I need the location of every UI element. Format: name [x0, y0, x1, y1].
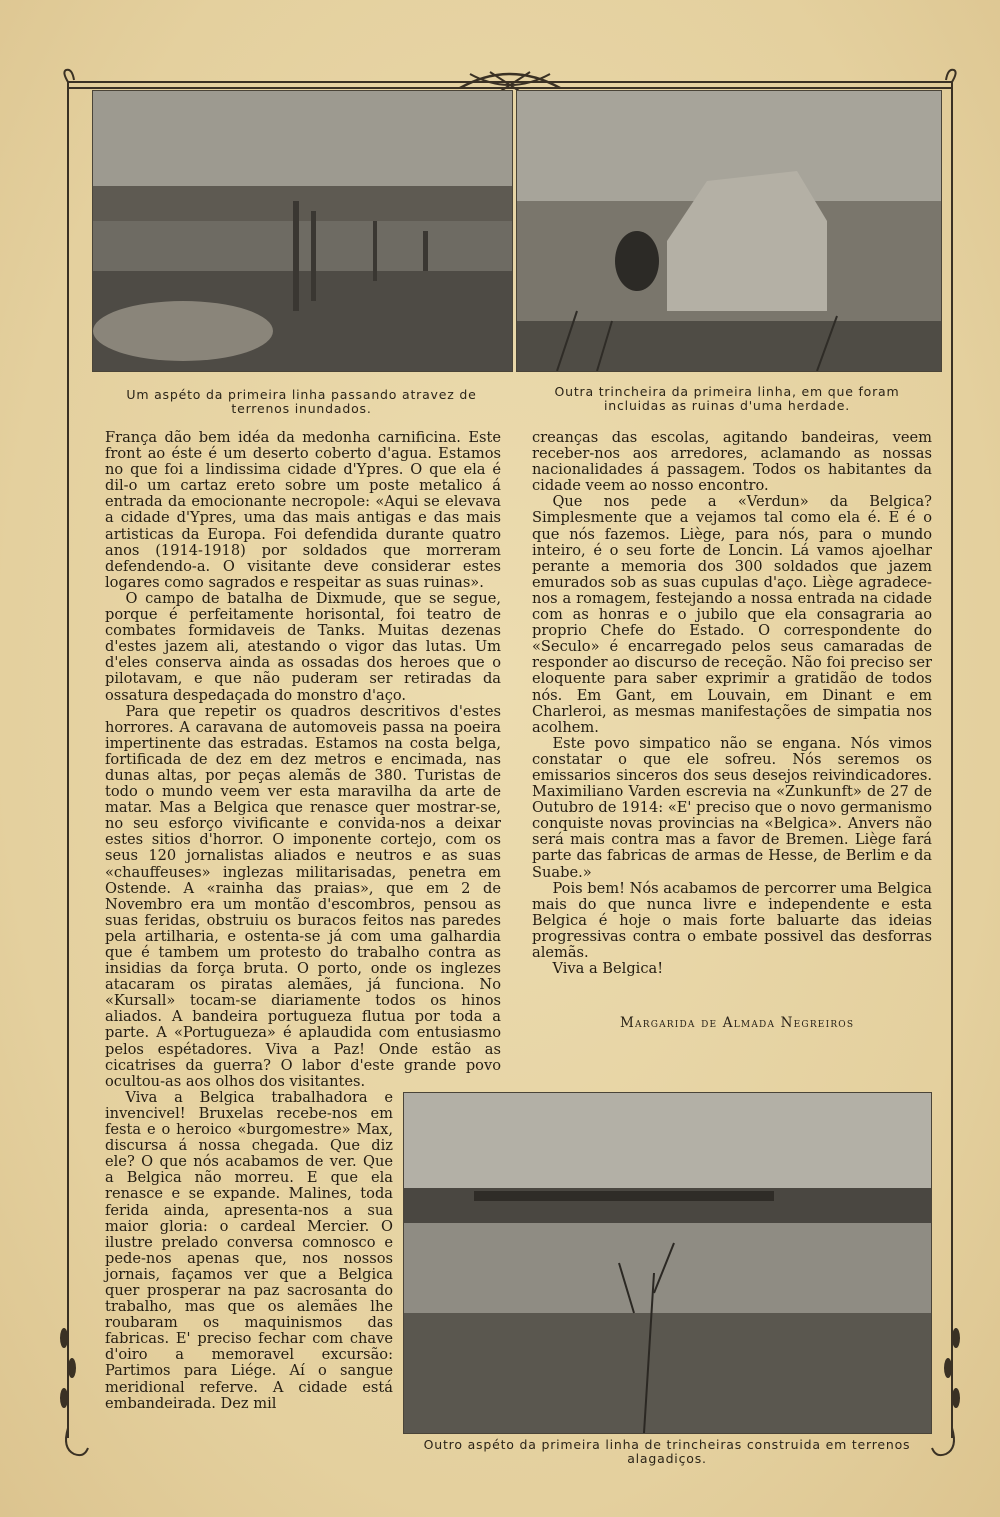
- right-paragraph-4: Pois bem! Nós acabamos de percorrer uma Belgica mais do que nunca livre e independente e esta Belgica é hoje o mais forte baluarte das ideias progressivas contra o embate possivel das desforras alemãs.: [532, 879, 932, 961]
- left-paragraph-1: França dão bem idéa da medonha carnificina. Este front ao éste é um deserto coberto d'agua. Estamos no que foi a lindissima cidade d'Ypres. O que ela é dil-o um cartaz ereto sobre um poste metalico á entrada da emocionante necropole: «Aqui se elevava a cidade d'Ypres, uma das mais antigas e das mais artisticas da Europa. Foi defendida durante quatro anos (1914-1918) por soldados que morreram defendendo-a. O visitante deve considerar estes logares como sagrados e respeitar as suas ruinas».: [105, 429, 501, 591]
- right-paragraph-5: Viva a Belgica!: [552, 960, 664, 978]
- right-paragraph-1: creanças das escolas, agitando bandeiras, veem receber-nos aos arredores, aclamando as nossas nacionalidades á passagem. Todos os habitantes da cidade veem ao nosso encontro.: [532, 429, 932, 495]
- caption-top-right: Outra trincheira da primeira linha, em que foram incluidas as ruinas d'uma herdade.: [554, 384, 900, 413]
- caption-top-left: Um aspéto da primeira linha passando atravez de terrenos inundados.: [126, 387, 477, 416]
- caption-bottom: Outro aspéto da primeira linha de trincheiras construida em terrenos alagadiços.: [423, 1437, 911, 1466]
- left-paragraph-2: O campo de batalha de Dixmude, que se segue, porque é perfeitamente horisontal, foi teatro de combates formidaveis de Tanks. Muitas dezenas d'estes jazem ali, atestando o vigor das lutas. Um d'eles conserva ainda as ossadas dos heroes que o pilotavam, e que não puderam ser retiradas da ossatura despedaçada do monstro d'aço.: [105, 589, 501, 704]
- photo-flooded-trenches-bottom: [403, 1092, 932, 1434]
- author-signature: Margarida de Almada Negreiros: [620, 1015, 855, 1031]
- left-paragraph-3: Para que repetir os quadros descritivos d'estes horrores. A caravana de automoveis passa na poeira impertinente das estradas. Estamos na costa belga, fortificada de dez em dez metros e encimada, nas dunas altas, por peças alemãs de 380. Turistas de todo o mundo veem ver esta maravilha da arte de matar. Mas a Belgica que renasce quer mostrar-se, no seu esforço vivificante e convida-nos a deixar estes sitios d'horror. O imponente cortejo, com os seus 120 jornalistas aliados e neutros e as suas «chauffeuses» inglezas militarisadas, penetra em Ostende. A «rainha das praias», que em 2 de Novembro era um montão d'escombros, pensou as suas feridas, obstruiu os buracos feitos nas paredes pela artilharia, e ostenta-se já com uma galhardia que é tambem um protesto do trabalho contra as insidias da força bruta. O porto, onde os inglezes atacaram os piratas alemães, já funciona. No «Kursall» tocam-se diariamente todos os hinos aliados. A bandeira portugueza flutua por toda a parte. A «Portugueza» é aplaudida com entusiasmo pelos espétadores. Viva a Paz! Onde estão as cicatrises da guerra? O labor d'este grande povo ocultou-as aos olhos dos visitantes.: [105, 702, 501, 1090]
- right-column: [532, 430, 932, 977]
- left-paragraph-4: Viva a Belgica trabalhadora e invencivel! Bruxelas recebe-nos em festa e o heroico «burgomestre» Max, discursa á nossa chegada. Que diz ele? O que nós acabamos de ver. Que a Belgica não morreu. E que ela renasce e se expande. Malines, toda ferida ainda, apresenta-nos a sua maior gloria: o cardeal Mercier. O ilustre prelado conversa comnosco e pede-nos apenas que, nos nossos jornais, façamos ver que a Belgica quer prosperar na paz sacrosanta do trabalho, mas que os alemães lhe roubaram os maquinismos das fabricas. E' preciso fechar com chave d'oiro a memoravel excursão: Partimos para Liége. Aí o sangue meridional referve. A cidade está embandeirada. Dez mil: [105, 1088, 393, 1412]
- right-paragraph-2: Que nos pede a «Verdun» da Belgica? Simplesmente que a vejamos tal como ela é. E é o que nós fazemos. Liège, para nós, para o mundo inteiro, é o seu forte de Loncin. Lá vamos ajoelhar perante a memoria dos 300 soldados que jazem emurados sob as suas cupulas d'aço. Liège agradece-nos a romagem, festejando a nossa entrada na cidade com as honras e o jubilo que ela consagraria ao proprio Chefe do Estado. O correspondente do «Seculo» é encarregado pelos seus camaradas de responder ao discurso de receção. Não foi preciso ser eloquente para saber exprimir a gratidão de todos nós. Em Gant, em Louvain, em Dinant e em Charleroi, as mesmas manifestações de simpatia nos acolhem.: [532, 493, 932, 736]
- photo-farm-ruins-trench: [516, 90, 942, 372]
- photo-flooded-trench: [92, 90, 513, 372]
- right-paragraph-3: Este povo simpatico não se engana. Nós vimos constatar o que ele sofreu. Nós seremos os emissarios sinceros dos seus desejos reivindicadores. Maximiliano Varden escrevia na «Zunkunft» de 27 de Outubro de 1914: «E' preciso que o novo germanismo conquiste novas provincias na «Belgica». Anvers não será mais contra mas a favor de Bremen. Liège fará parte das fabricas de armas de Hesse, de Berlim e da Suabe.»: [532, 734, 932, 881]
